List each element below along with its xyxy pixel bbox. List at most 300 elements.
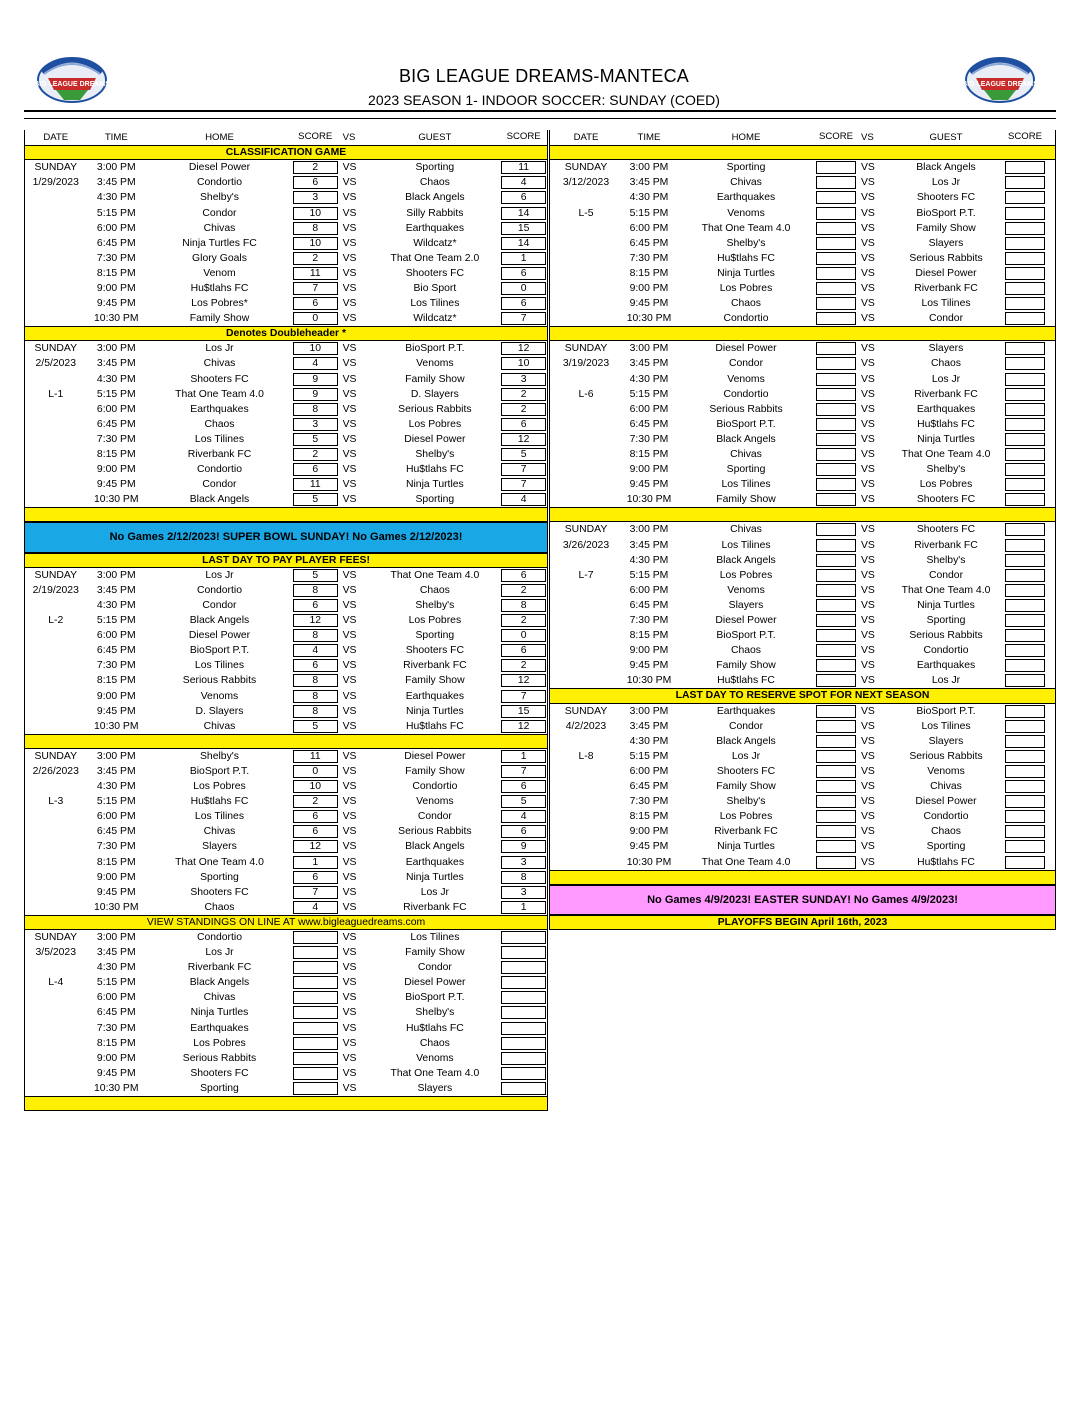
- home-team: Black Angels: [716, 554, 776, 566]
- game-row: [24, 462, 548, 477]
- game-row: [24, 885, 548, 900]
- game-row: [24, 296, 548, 311]
- vs-label: VS: [861, 811, 875, 823]
- game-time: 3:00 PM: [96, 343, 136, 355]
- guest-score: 6: [501, 644, 546, 657]
- vs-label: VS: [342, 358, 357, 370]
- home-team: Riverbank FC: [714, 826, 778, 838]
- home-score: [816, 735, 856, 748]
- guest-team: Slayers: [928, 343, 964, 355]
- home-team: Sporting: [200, 871, 239, 883]
- game-row: [549, 462, 1056, 477]
- guest-score: 9: [501, 840, 546, 853]
- home-team: Family Show: [716, 781, 776, 793]
- game-time: 6:45 PM: [629, 781, 669, 793]
- home-team: BioSport P.T.: [716, 418, 776, 430]
- home-score: [816, 840, 856, 853]
- guest-team: Shelby's: [415, 599, 455, 611]
- game-time: 6:45 PM: [629, 237, 669, 249]
- game-date: 3/5/2023: [35, 947, 76, 959]
- guest-team: Condortio: [412, 781, 458, 793]
- guest-team: That One Team 4.0: [390, 1067, 480, 1079]
- game-row: [24, 417, 548, 432]
- guest-score: [1005, 176, 1045, 189]
- guest-score: [1005, 373, 1045, 386]
- notice-band: CLASSIFICATION GAME: [24, 145, 548, 160]
- home-team: Hu$tlahs FC: [190, 282, 249, 294]
- guest-score: [1005, 644, 1045, 657]
- game-time: 9:00 PM: [96, 871, 136, 883]
- header-score: SCORE: [506, 131, 541, 143]
- game-row: [24, 839, 548, 854]
- guest-team: Los Pobres: [919, 479, 973, 491]
- guest-score: [501, 961, 546, 974]
- guest-score: 8: [501, 599, 546, 612]
- home-team: Chaos: [204, 901, 235, 913]
- home-team: Shooters FC: [190, 1067, 249, 1079]
- guest-team: Sporting: [415, 494, 455, 506]
- home-team: That One Team 4.0: [175, 388, 264, 400]
- home-team: Riverbank FC: [187, 449, 252, 461]
- home-score: 6: [293, 599, 338, 612]
- home-team: Los Pobres: [719, 569, 773, 581]
- guest-team: That One Team 4.0: [390, 569, 480, 581]
- guest-team: That One Team 4.0: [901, 584, 991, 596]
- game-date: L-5: [578, 207, 594, 219]
- game-time: 6:00 PM: [96, 811, 136, 823]
- home-score: 1: [293, 856, 338, 869]
- game-time: 6:45 PM: [629, 418, 669, 430]
- header-time: TIME: [637, 132, 661, 144]
- game-time: 5:15 PM: [629, 750, 669, 762]
- game-row: [24, 1036, 548, 1051]
- guest-team: Los Jr: [931, 675, 961, 687]
- vs-label: VS: [342, 418, 357, 430]
- guest-team: Riverbank FC: [403, 660, 467, 672]
- game-date: SUNDAY: [564, 162, 608, 174]
- game-row: [549, 447, 1056, 462]
- game-time: 5:15 PM: [96, 388, 136, 400]
- home-team: Family Show: [716, 494, 776, 506]
- game-row: [549, 673, 1056, 688]
- game-time: 10:30 PM: [626, 675, 672, 687]
- vs-label: VS: [342, 267, 357, 279]
- home-score: [816, 629, 856, 642]
- game-time: 6:00 PM: [96, 222, 136, 234]
- game-row: [24, 387, 548, 402]
- vs-label: VS: [861, 750, 875, 762]
- guest-score: 12: [501, 720, 546, 733]
- game-date: 3/26/2023: [562, 539, 610, 551]
- game-row: [24, 568, 548, 583]
- guest-score: 3: [501, 373, 546, 386]
- home-score: [816, 493, 856, 506]
- game-time: 6:00 PM: [629, 403, 669, 415]
- game-time: 6:00 PM: [96, 403, 136, 415]
- home-score: 6: [293, 825, 338, 838]
- guest-score: [1005, 750, 1045, 763]
- home-team: Sporting: [726, 162, 766, 174]
- game-row: [24, 311, 548, 326]
- vs-label: VS: [861, 675, 875, 687]
- game-time: 9:45 PM: [96, 479, 136, 491]
- game-row: [24, 900, 548, 915]
- home-team: Serious Rabbits: [182, 1052, 257, 1064]
- guest-team: Family Show: [405, 373, 465, 385]
- game-time: 9:00 PM: [96, 282, 136, 294]
- game-row: [549, 341, 1056, 356]
- guest-score: 7: [501, 478, 546, 491]
- home-team: Los Tilines: [721, 479, 771, 491]
- home-team: BioSport P.T.: [189, 765, 250, 777]
- game-row: [24, 583, 548, 598]
- game-row: [549, 779, 1056, 794]
- game-time: 6:00 PM: [96, 992, 136, 1004]
- guest-team: Chivas: [930, 781, 962, 793]
- home-score: [293, 1022, 338, 1035]
- home-score: 11: [293, 750, 338, 763]
- game-time: 10:30 PM: [626, 856, 672, 868]
- home-team: Los Jr: [205, 569, 234, 581]
- guest-team: Los Tilines: [410, 298, 460, 310]
- vs-label: VS: [861, 524, 875, 536]
- guest-score: [501, 1067, 546, 1080]
- game-time: 7:30 PM: [629, 796, 669, 808]
- vs-label: VS: [342, 343, 357, 355]
- home-team: Los Pobres*: [191, 298, 248, 310]
- home-score: 6: [293, 810, 338, 823]
- game-time: 3:45 PM: [629, 358, 669, 370]
- guest-team: Sporting: [926, 841, 966, 853]
- home-score: [816, 644, 856, 657]
- guest-score: 4: [501, 176, 546, 189]
- game-time: 8:15 PM: [96, 1037, 136, 1049]
- guest-team: Chaos: [419, 1037, 450, 1049]
- game-row: [549, 417, 1056, 432]
- vs-label: VS: [342, 886, 357, 898]
- schedule-left-column: [24, 130, 548, 1111]
- vs-label: VS: [342, 584, 357, 596]
- home-team: That One Team 4.0: [701, 856, 791, 868]
- game-time: 3:00 PM: [629, 343, 669, 355]
- guest-team: Sporting: [415, 162, 455, 174]
- home-score: [816, 418, 856, 431]
- guest-team: Serious Rabbits: [398, 403, 472, 415]
- guest-score: 14: [501, 207, 546, 220]
- guest-score: 7: [501, 690, 546, 703]
- guest-score: [1005, 614, 1045, 627]
- home-score: [816, 463, 856, 476]
- game-row: [24, 809, 548, 824]
- home-team: Chivas: [203, 720, 236, 732]
- vs-label: VS: [342, 207, 357, 219]
- easter-notice: No Games 4/9/2023! EASTER SUNDAY! No Games 4/9/2023!: [549, 885, 1056, 915]
- guest-score: 15: [501, 222, 546, 235]
- game-row: [549, 522, 1056, 537]
- guest-score: [1005, 312, 1045, 325]
- home-score: [816, 523, 856, 536]
- home-score: 10: [293, 237, 338, 250]
- game-time: 7:30 PM: [629, 252, 669, 264]
- vs-label: VS: [861, 282, 875, 294]
- guest-score: [1005, 720, 1045, 733]
- guest-team: D. Slayers: [410, 388, 459, 400]
- home-score: [816, 161, 856, 174]
- game-date: L-7: [578, 569, 594, 581]
- home-team: Venom: [203, 267, 236, 279]
- home-team: Riverbank FC: [187, 962, 252, 974]
- guest-score: [1005, 342, 1045, 355]
- guest-score: [501, 1006, 546, 1019]
- game-time: 4:30 PM: [96, 373, 136, 385]
- game-row: [24, 221, 548, 236]
- game-time: 7:30 PM: [629, 433, 669, 445]
- guest-score: [501, 991, 546, 1004]
- header-vs: VS: [861, 132, 874, 144]
- notice-band: LAST DAY TO RESERVE SPOT FOR NEXT SEASON: [549, 688, 1056, 703]
- home-score: 5: [293, 433, 338, 446]
- guest-team: Shelby's: [415, 449, 455, 461]
- table-top-rule: [24, 118, 1056, 119]
- vs-label: VS: [342, 720, 357, 732]
- home-team: Condor: [728, 720, 764, 732]
- svg-text:BIG LEAGUE DREAMS: BIG LEAGUE DREAMS: [962, 81, 1038, 88]
- vs-label: VS: [861, 358, 875, 370]
- home-team: Chivas: [730, 177, 762, 189]
- game-row: [549, 387, 1056, 402]
- vs-label: VS: [342, 992, 357, 1004]
- game-time: 4:30 PM: [96, 962, 136, 974]
- home-score: [816, 554, 856, 567]
- home-team: Condor: [202, 599, 237, 611]
- game-row: [24, 447, 548, 462]
- guest-score: [1005, 252, 1045, 265]
- vs-label: VS: [342, 282, 357, 294]
- spacer-band: [549, 507, 1056, 522]
- vs-label: VS: [342, 479, 357, 491]
- game-row: [549, 704, 1056, 719]
- game-row: [549, 764, 1056, 779]
- home-score: 2: [293, 252, 338, 265]
- game-row: [24, 870, 548, 885]
- game-row: [549, 266, 1056, 281]
- vs-label: VS: [861, 464, 875, 476]
- vs-label: VS: [342, 1067, 357, 1079]
- home-team: Shooters FC: [190, 886, 249, 898]
- game-row: [24, 1066, 548, 1081]
- game-row: [24, 1081, 548, 1096]
- vs-label: VS: [342, 765, 357, 777]
- game-time: 4:30 PM: [629, 192, 669, 204]
- home-score: [816, 207, 856, 220]
- home-score: [816, 765, 856, 778]
- header-date: DATE: [43, 132, 69, 144]
- guest-team: Hu$tlahs FC: [405, 720, 464, 732]
- home-team: Los Pobres: [719, 282, 773, 294]
- header-score: SCORE: [1007, 131, 1043, 143]
- home-score: 8: [293, 222, 338, 235]
- spacer-band: [24, 734, 548, 749]
- home-score: [816, 237, 856, 250]
- home-score: 6: [293, 463, 338, 476]
- home-team: Family Show: [189, 313, 250, 325]
- guest-team: Los Jr: [931, 373, 961, 385]
- home-team: Chivas: [730, 524, 762, 536]
- game-row: [24, 598, 548, 613]
- notice-band: LAST DAY TO PAY PLAYER FEES!: [24, 553, 548, 568]
- game-time: 8:15 PM: [96, 856, 136, 868]
- title-rule: [24, 110, 1056, 112]
- guest-team: Riverbank FC: [914, 388, 978, 400]
- guest-team: Condor: [928, 569, 964, 581]
- guest-team: Serious Rabbits: [909, 750, 983, 762]
- vs-label: VS: [861, 433, 875, 445]
- guest-score: 5: [501, 448, 546, 461]
- game-time: 9:00 PM: [629, 645, 669, 657]
- spacer-band: [24, 507, 548, 522]
- home-team: Slayers: [202, 841, 237, 853]
- game-row: [24, 372, 548, 387]
- game-time: 6:00 PM: [629, 584, 669, 596]
- home-score: [816, 222, 856, 235]
- guest-team: BioSport P.T.: [916, 207, 976, 219]
- game-time: 8:15 PM: [96, 449, 136, 461]
- home-team: D. Slayers: [195, 705, 244, 717]
- game-row: [549, 568, 1056, 583]
- guest-score: [1005, 599, 1045, 612]
- game-time: 4:30 PM: [629, 554, 669, 566]
- guest-team: Venoms: [927, 765, 965, 777]
- home-score: 3: [293, 418, 338, 431]
- guest-score: [501, 976, 546, 989]
- home-score: [816, 780, 856, 793]
- guest-team: Ninja Turtles: [917, 433, 975, 445]
- home-team: Condortio: [196, 584, 242, 596]
- guest-score: [1005, 403, 1045, 416]
- game-row: [24, 190, 548, 205]
- game-date: L-6: [578, 388, 594, 400]
- home-team: Black Angels: [189, 494, 250, 506]
- game-time: 3:00 PM: [629, 524, 669, 536]
- vs-label: VS: [861, 177, 875, 189]
- spacer-band: [549, 870, 1056, 885]
- guest-score: [1005, 659, 1045, 672]
- vs-label: VS: [861, 554, 875, 566]
- home-score: [816, 191, 856, 204]
- guest-score: [1005, 493, 1045, 506]
- vs-label: VS: [342, 675, 357, 687]
- vs-label: VS: [342, 252, 357, 264]
- game-time: 10:30 PM: [94, 1082, 139, 1094]
- game-time: 3:45 PM: [96, 765, 136, 777]
- header-guest: GUEST: [418, 132, 452, 144]
- game-row: [24, 930, 548, 945]
- game-row: [549, 553, 1056, 568]
- game-date: 3/19/2023: [562, 358, 610, 370]
- home-score: 5: [293, 493, 338, 506]
- guest-score: [1005, 539, 1045, 552]
- guest-score: [1005, 825, 1045, 838]
- vs-label: VS: [861, 781, 875, 793]
- game-row: [24, 658, 548, 673]
- guest-score: [501, 1082, 546, 1095]
- guest-score: [1005, 780, 1045, 793]
- game-time: 5:15 PM: [96, 796, 136, 808]
- guest-score: 7: [501, 312, 546, 325]
- home-team: Venoms: [200, 690, 239, 702]
- game-time: 10:30 PM: [94, 313, 139, 325]
- game-row: [24, 236, 548, 251]
- vs-label: VS: [342, 977, 357, 989]
- home-score: [816, 448, 856, 461]
- game-row: [549, 432, 1056, 447]
- home-team: Condortio: [196, 177, 242, 189]
- game-time: 6:45 PM: [96, 418, 136, 430]
- guest-team: Condortio: [923, 645, 969, 657]
- vs-label: VS: [342, 403, 357, 415]
- header-guest: GUEST: [929, 132, 963, 144]
- guest-team: Wildcatz*: [413, 313, 457, 325]
- guest-score: 6: [501, 297, 546, 310]
- game-row: [549, 492, 1056, 507]
- game-time: 8:15 PM: [629, 267, 669, 279]
- guest-team: Los Tilines: [921, 720, 971, 732]
- home-team: Black Angels: [189, 977, 250, 989]
- vs-label: VS: [861, 313, 875, 325]
- game-row: [24, 688, 548, 703]
- home-score: 8: [293, 705, 338, 718]
- home-score: 8: [293, 674, 338, 687]
- game-row: [549, 719, 1056, 734]
- home-score: [816, 267, 856, 280]
- home-team: Hu$tlahs FC: [717, 675, 775, 687]
- game-row: [24, 175, 548, 190]
- guest-score: [1005, 840, 1045, 853]
- vs-label: VS: [342, 690, 357, 702]
- guest-score: 3: [501, 886, 546, 899]
- home-team: Diesel Power: [715, 343, 777, 355]
- guest-team: Shooters FC: [916, 524, 976, 536]
- guest-score: [1005, 433, 1045, 446]
- game-date: SUNDAY: [34, 343, 78, 355]
- guest-score: [1005, 569, 1045, 582]
- vs-label: VS: [342, 237, 357, 249]
- game-row: [24, 402, 548, 417]
- vs-label: VS: [342, 313, 357, 325]
- guest-team: Diesel Power: [404, 977, 466, 989]
- guest-team: Ninja Turtles: [917, 599, 975, 611]
- guest-team: Shelby's: [926, 554, 966, 566]
- home-score: [816, 825, 856, 838]
- home-team: Diesel Power: [188, 630, 251, 642]
- vs-label: VS: [861, 599, 875, 611]
- guest-team: Diesel Power: [404, 433, 466, 445]
- home-team: Ninja Turtles: [717, 841, 775, 853]
- home-score: 5: [293, 720, 338, 733]
- game-time: 7:30 PM: [96, 252, 136, 264]
- home-team: Shelby's: [200, 750, 239, 762]
- home-score: 3: [293, 191, 338, 204]
- home-team: Glory Goals: [192, 252, 247, 264]
- guest-team: Diesel Power: [915, 796, 977, 808]
- home-score: [816, 433, 856, 446]
- game-row: [24, 764, 548, 779]
- game-row: [549, 296, 1056, 311]
- home-team: Black Angels: [189, 615, 250, 627]
- home-team: Earthquakes: [716, 705, 776, 717]
- game-time: 5:15 PM: [96, 207, 136, 219]
- vs-label: VS: [342, 901, 357, 913]
